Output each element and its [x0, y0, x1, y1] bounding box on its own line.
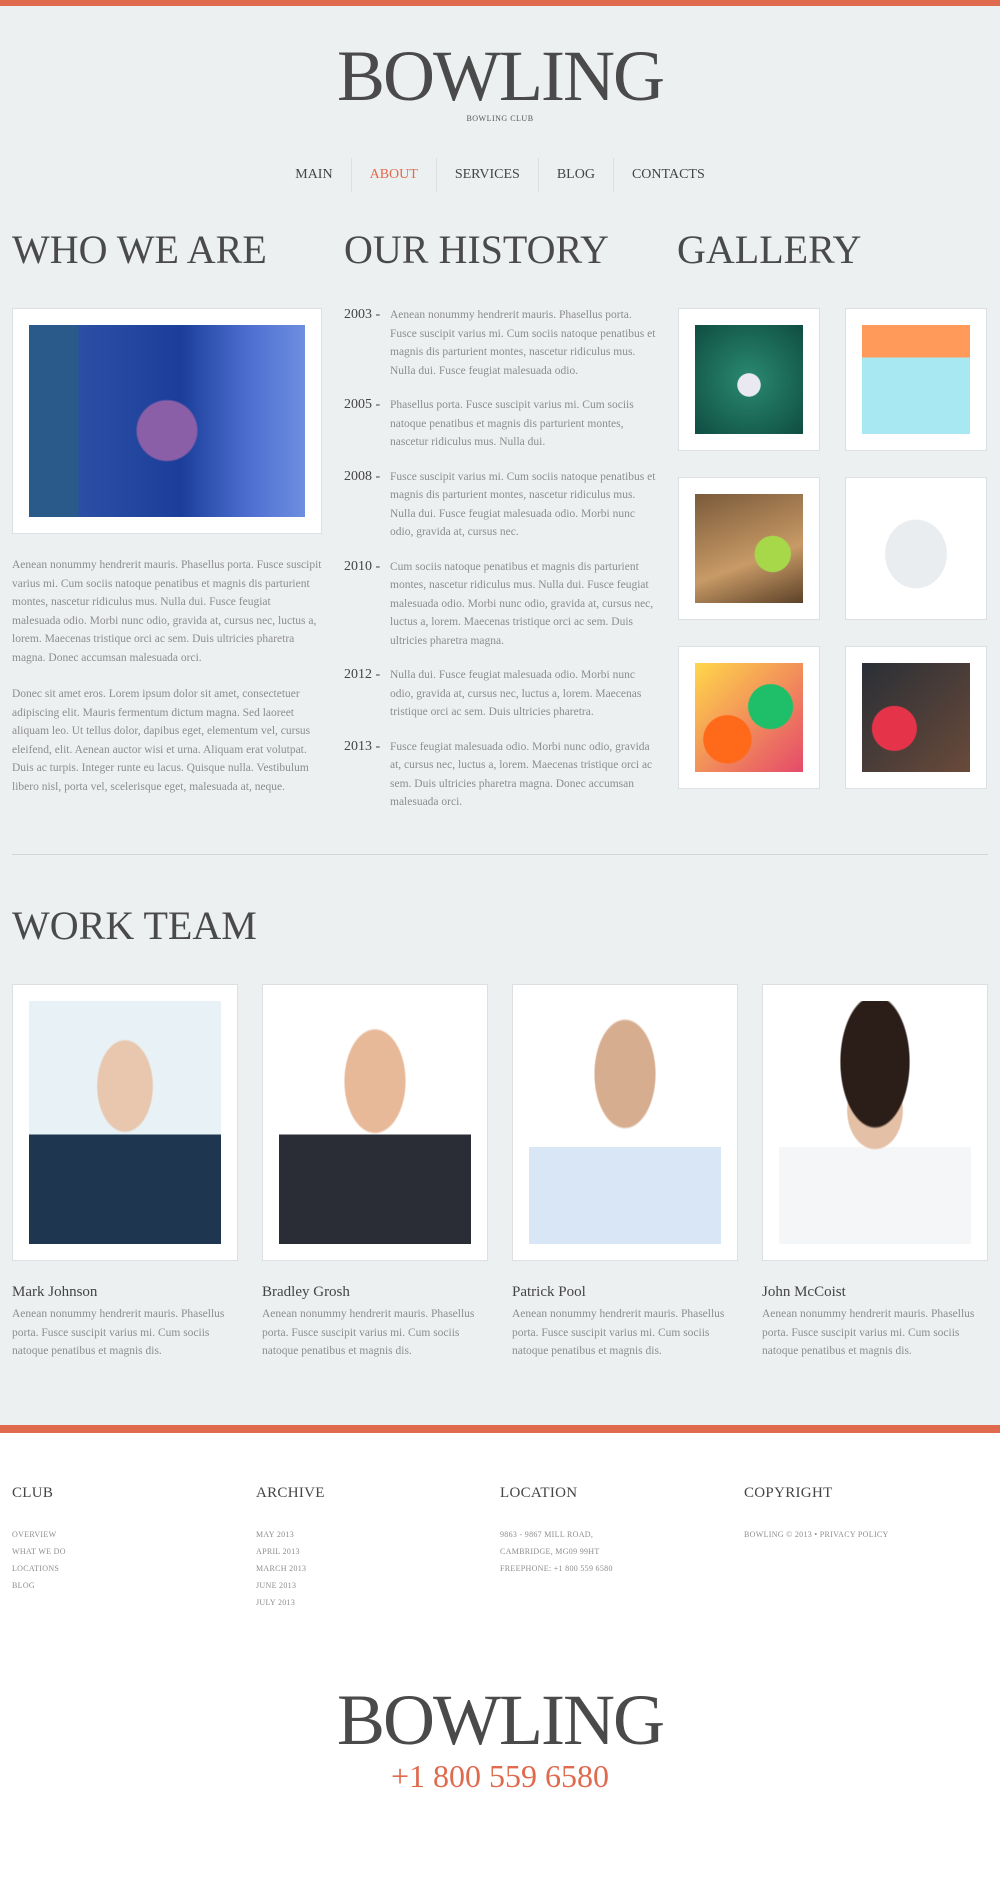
- history-item: [344, 306, 660, 380]
- pins-strike-photo: [695, 325, 803, 434]
- history-text: Fusce suscipit varius mi. Cum sociis natoque penatibus et magnis dis parturient montes, nascetur ridiculus mus. Nulla dui. Fusce feugiat malesuada odio. Morbi nunc odio, gravida at, cursus nec.: [390, 470, 656, 538]
- member-description: Aenean nonummy hendrerit mauris. Phasellus porta. Fusce suscipit varius mi. Cum sociis natoque penatibus et magnis dis.: [512, 1308, 725, 1357]
- history-year: 2012 -: [344, 667, 381, 682]
- footer-col-location: [500, 1485, 744, 1611]
- gallery-item[interactable]: [845, 646, 987, 789]
- gallery-item[interactable]: [678, 646, 820, 789]
- footer-logo-block: [0, 1682, 1000, 1795]
- red-ball-pins-photo: [862, 663, 970, 772]
- gallery-grid: [678, 308, 990, 789]
- footer: [0, 1425, 1000, 1893]
- archive-link[interactable]: APRIL 2013: [256, 1547, 300, 1556]
- footer-col-archive: [256, 1485, 500, 1611]
- gallery-item[interactable]: [845, 308, 987, 451]
- nav-item-blog[interactable]: BLOG: [538, 158, 613, 192]
- history-item: [344, 396, 660, 452]
- history-item: [344, 468, 660, 542]
- footer-accent-bar: [0, 1425, 1000, 1433]
- gallery-item[interactable]: [678, 477, 820, 620]
- member-description: Aenean nonummy hendrerit mauris. Phasellus porta. Fusce suscipit varius mi. Cum sociis natoque penatibus et magnis dis.: [262, 1308, 475, 1357]
- footer-phone[interactable]: +1 800 559 6580: [390, 1758, 610, 1794]
- footer-link-blog[interactable]: BLOG: [12, 1581, 35, 1590]
- who-we-are-section: [12, 227, 322, 793]
- history-year: 2008 -: [344, 468, 381, 484]
- footer-heading: LOCATION: [500, 1485, 578, 1501]
- team-grid: [12, 984, 988, 1361]
- team-member: [12, 984, 238, 1361]
- bowling-pins-photo: [862, 494, 970, 603]
- footer-col-copyright: [744, 1485, 988, 1611]
- history-text: Phasellus porta. Fusce suscipit varius mi. Cum sociis natoque penatibus et magnis dis parturient montes, nascetur ridiculus mus. Nulla dui.: [390, 399, 634, 448]
- copyright-privacy-link[interactable]: BOWLING © 2013 • PRIVACY POLICY: [744, 1530, 889, 1539]
- history-year: 2013 -: [344, 738, 381, 754]
- team-member: [762, 984, 988, 1361]
- archive-link[interactable]: JUNE 2013: [256, 1581, 297, 1590]
- address-line: CAMBRIDGE, MG09 99HT: [500, 1547, 600, 1556]
- top-accent-bar: [0, 0, 1000, 6]
- history-text: Cum sociis natoque penatibus et magnis dis parturient montes, nascetur ridiculus mus. Nulla dui. Fusce feugiat malesuada odio. Morbi nunc odio, gravida at, cursus nec, luctus a, lorem. Maecenas tristique orci ac sem. Duis ultricies pharetra magna.: [390, 560, 654, 647]
- gallery-item[interactable]: [845, 477, 987, 620]
- footer-heading: ARCHIVE: [256, 1485, 325, 1501]
- footer-link-overview[interactable]: OVERVIEW: [12, 1530, 57, 1539]
- logo-subtitle: BOWLING CLUB: [466, 114, 534, 123]
- who-text: [12, 556, 322, 814]
- bowling-shoes-photo: [695, 494, 803, 603]
- member-photo-frame[interactable]: [262, 984, 488, 1261]
- member-photo: [529, 1001, 721, 1244]
- history-item: [344, 738, 660, 812]
- address-line: 9863 - 9867 MILL ROAD,: [500, 1530, 594, 1539]
- archive-link[interactable]: MAY 2013: [256, 1530, 295, 1539]
- nav-item-main[interactable]: MAIN: [295, 167, 333, 182]
- footer-col-club: [12, 1485, 256, 1611]
- history-text: Aenean nonummy hendrerit mauris. Phasellus porta. Fusce suscipit varius mi. Cum sociis natoque penatibus et magnis dis parturient montes, nascetur ridiculus mus. Nulla dui. Fusce feugiat malesuada odio.: [390, 309, 656, 377]
- footer-heading: COPYRIGHT: [744, 1485, 833, 1501]
- member-description: Aenean nonummy hendrerit mauris. Phasellus porta. Fusce suscipit varius mi. Cum sociis natoque penatibus et magnis dis.: [762, 1308, 975, 1357]
- member-name[interactable]: John McCoist: [762, 1284, 846, 1300]
- gallery-item[interactable]: [678, 308, 820, 451]
- logo-title: BOWLING: [337, 36, 663, 116]
- who-paragraph: Donec sit amet eros. Lorem ipsum dolor sit amet, consectetuer adipiscing elit. Mauris fermentum dictum magna. Sed laoreet aliquam leo. Ut tellus dolor, dapibus eget, elementum vel, cursus eleifend, elit. Aenean auctor wisi et urna. Aliquam erat volutpat. Duis ac turpis. Integer runte eu lacus. Quisque nulla. Vestibulum libero nisl, porta vel, scelerisque eget, malesuada at, neque.: [12, 688, 311, 793]
- gallery-section: [677, 228, 989, 272]
- history-text: Nulla dui. Fusce feugiat malesuada odio. Morbi nunc odio, gravida at, cursus nec, luctus a, lorem. Maecenas tristique orci ac sem. Duis ultricies pharetra.: [390, 669, 642, 718]
- team-member: [262, 984, 488, 1361]
- member-photo-frame[interactable]: [512, 984, 738, 1261]
- history-list: [344, 306, 660, 828]
- history-year: 2005 -: [344, 397, 381, 412]
- member-name[interactable]: Bradley Grosh: [262, 1284, 350, 1300]
- member-name[interactable]: Mark Johnson: [12, 1284, 98, 1300]
- history-item: [344, 558, 660, 651]
- member-photo-frame[interactable]: [762, 984, 988, 1261]
- archive-link[interactable]: JULY 2013: [256, 1598, 296, 1607]
- main-nav: [0, 158, 1000, 192]
- bowler-photo: [29, 325, 305, 517]
- member-name[interactable]: Patrick Pool: [512, 1284, 586, 1300]
- our-history-section: [344, 227, 660, 808]
- member-description: Aenean nonummy hendrerit mauris. Phasellus porta. Fusce suscipit varius mi. Cum sociis natoque penatibus et magnis dis.: [12, 1308, 225, 1357]
- footer-columns: [12, 1485, 988, 1611]
- history-item: [344, 666, 660, 722]
- nav-item-services[interactable]: SERVICES: [436, 158, 538, 192]
- history-text: Fusce feugiat malesuada odio. Morbi nunc odio, gravida at, cursus nec, luctus a, lorem. Maecenas tristique orci ac sem. Duis ultricies pharetra magna. Donec accumsan malesuada orci.: [390, 740, 653, 808]
- ball-return-machine-photo: [862, 325, 970, 434]
- nav-item-contacts[interactable]: CONTACTS: [613, 158, 723, 192]
- team-member: [512, 984, 738, 1361]
- our-history-title: OUR HISTORY: [344, 227, 609, 272]
- member-photo-frame[interactable]: [12, 984, 238, 1261]
- who-photo-frame: [12, 308, 322, 534]
- member-photo: [779, 1001, 971, 1244]
- work-team-title: WORK TEAM: [12, 903, 257, 948]
- footer-link-locations[interactable]: LOCATIONS: [12, 1564, 60, 1573]
- colorful-balls-photo: [695, 663, 803, 772]
- who-paragraph: Aenean nonummy hendrerit mauris. Phasellus porta. Fusce suscipit varius mi. Cum sociis natoque penatibus et magnis dis parturient montes, nascetur ridiculus mus. Nulla dui. Fusce feugiat malesuada odio. Morbi nunc odio, gravida at, cursus nec, luctus a, lorem. Maecenas tristique orci ac sem. Duis ultricies pharetra magna. Donec accumsan malesuada orci.: [12, 559, 322, 664]
- footer-heading: CLUB: [12, 1485, 54, 1501]
- footer-link-what-we-do[interactable]: WHAT WE DO: [12, 1547, 66, 1556]
- history-year: 2010 -: [344, 558, 381, 574]
- member-photo: [29, 1001, 221, 1244]
- section-divider: [12, 854, 988, 855]
- archive-link[interactable]: MARCH 2013: [256, 1564, 307, 1573]
- member-photo: [279, 1001, 471, 1244]
- footer-logo[interactable]: BOWLING: [337, 1680, 663, 1760]
- nav-item-about[interactable]: ABOUT: [351, 158, 436, 192]
- site-logo[interactable]: [0, 36, 1000, 123]
- freephone-line: FREEPHONE: +1 800 559 6580: [500, 1564, 613, 1573]
- gallery-title: GALLERY: [677, 227, 862, 272]
- history-year: 2003 -: [344, 307, 381, 322]
- who-we-are-title: WHO WE ARE: [12, 227, 267, 272]
